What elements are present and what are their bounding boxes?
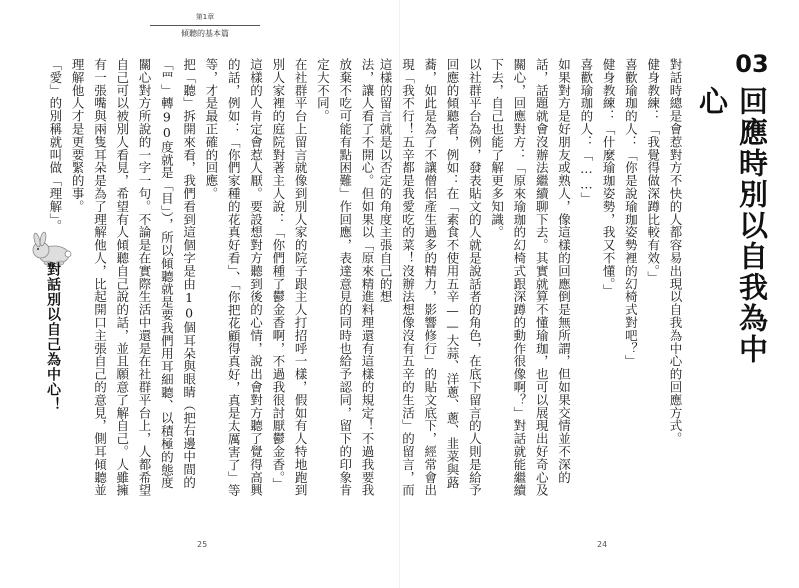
dialogue-line: 喜歡瑜珈的人：「……」	[578, 58, 594, 205]
chapter-subtitle: 傾聽的基本篇	[181, 29, 229, 38]
paragraph: 對話時總是會惹對方不快的人都容易出現以自我為中心的回應方式。	[668, 58, 683, 445]
paragraph: 在社群平台上留言就像到別人家的院子跟主人打招呼一樣，假如有人特地跑到別人家裡的庭院對著主人說：「你們種了鬱金香啊，不過我很討厭鬱金香。」這樣的人肯定會惹人厭。要設想對方聽到後的心情，說出會對方聽了覺得高興的話，例如：「你們家種的花真好看」、「你把花顧得真好，真是太厲害了」等等，才是最正確的回應。	[203, 58, 309, 497]
page-number-left: 25	[197, 540, 208, 549]
rabbit-icon	[30, 232, 74, 266]
dialogue-line: 健身教練：「什麼瑜珈姿勢，我又不懂。」	[601, 58, 617, 297]
paragraph: 把「聽」拆開來看，我們看到這個字是由10個耳朵與眼睛（把右邊中間的「罒」轉90度就是「目」），所以傾聽就是要我們用耳細聽、以積極的態度關心對方所說的一字一句。不論是在實際生活中還是在社群平台上，人都希望自己可以被別人看見，希望有人傾聽自己說的話，並且願意了解自己。人雖擁有一張嘴與兩隻耳朵是為了理解他人，比起開口主張自己的意見，側耳傾聽並理解他人才是更要緊的事。	[70, 58, 197, 497]
rabbit-caption: 對話別以自己為中心！	[45, 262, 61, 412]
running-header	[150, 12, 260, 39]
section-number: 03	[735, 50, 769, 78]
chapter-label: 第1章	[195, 13, 215, 21]
dialogue-line: 喜歡瑜珈的人：「你是說瑜珈姿勢裡的幻椅式對吧？」	[623, 58, 639, 368]
section-title: 回應時別以自我為中心	[695, 86, 769, 365]
page-number-right: 24	[597, 540, 608, 549]
right-page-body	[378, 58, 686, 500]
paragraph: 「愛」的別稱就叫做「理解」。	[47, 58, 63, 233]
paragraph: 以社群平台為例，發表貼文的人就是說話者的角色，在底下留言的人則是給予回應的傾聽者，例如：在「素食不使用五辛——大蒜、洋蔥、蔥、韭菜與蕗蕎，如此是為了不讓僧侶產生過多的精力，影響修行」的貼文底下，經常會出現「我不行！五辛都是我愛吃的菜！沒辦法想像沒有五辛的生活」的留言，而這樣的留言就是以否定的角度主張自己的想	[378, 58, 483, 497]
header-rule	[150, 25, 260, 26]
dialogue-line: 健身教練：「我覺得做深蹲比較有效。」	[645, 58, 661, 284]
paragraph: 法，讓人看了不開心。但如果以「原來精進料理還有這樣的規定！不過我要我放棄不吃可能有點困難」作回應，表達意見的同時也給予認同，留下的印象肯定大不同。	[315, 58, 375, 497]
paragraph: 如果對方是好朋友或熟人，像這樣的回應倒是無所謂，但如果交情並不深的話，話題就會沒辦法繼續聊下去。其實就算不懂瑜珈，也可以展現出好奇心及關心，回應對方：「原來瑜珈的幻椅式跟深蹲的動作很像啊？」對話就能繼續下去，自己也能了解更多知識。	[489, 58, 572, 497]
